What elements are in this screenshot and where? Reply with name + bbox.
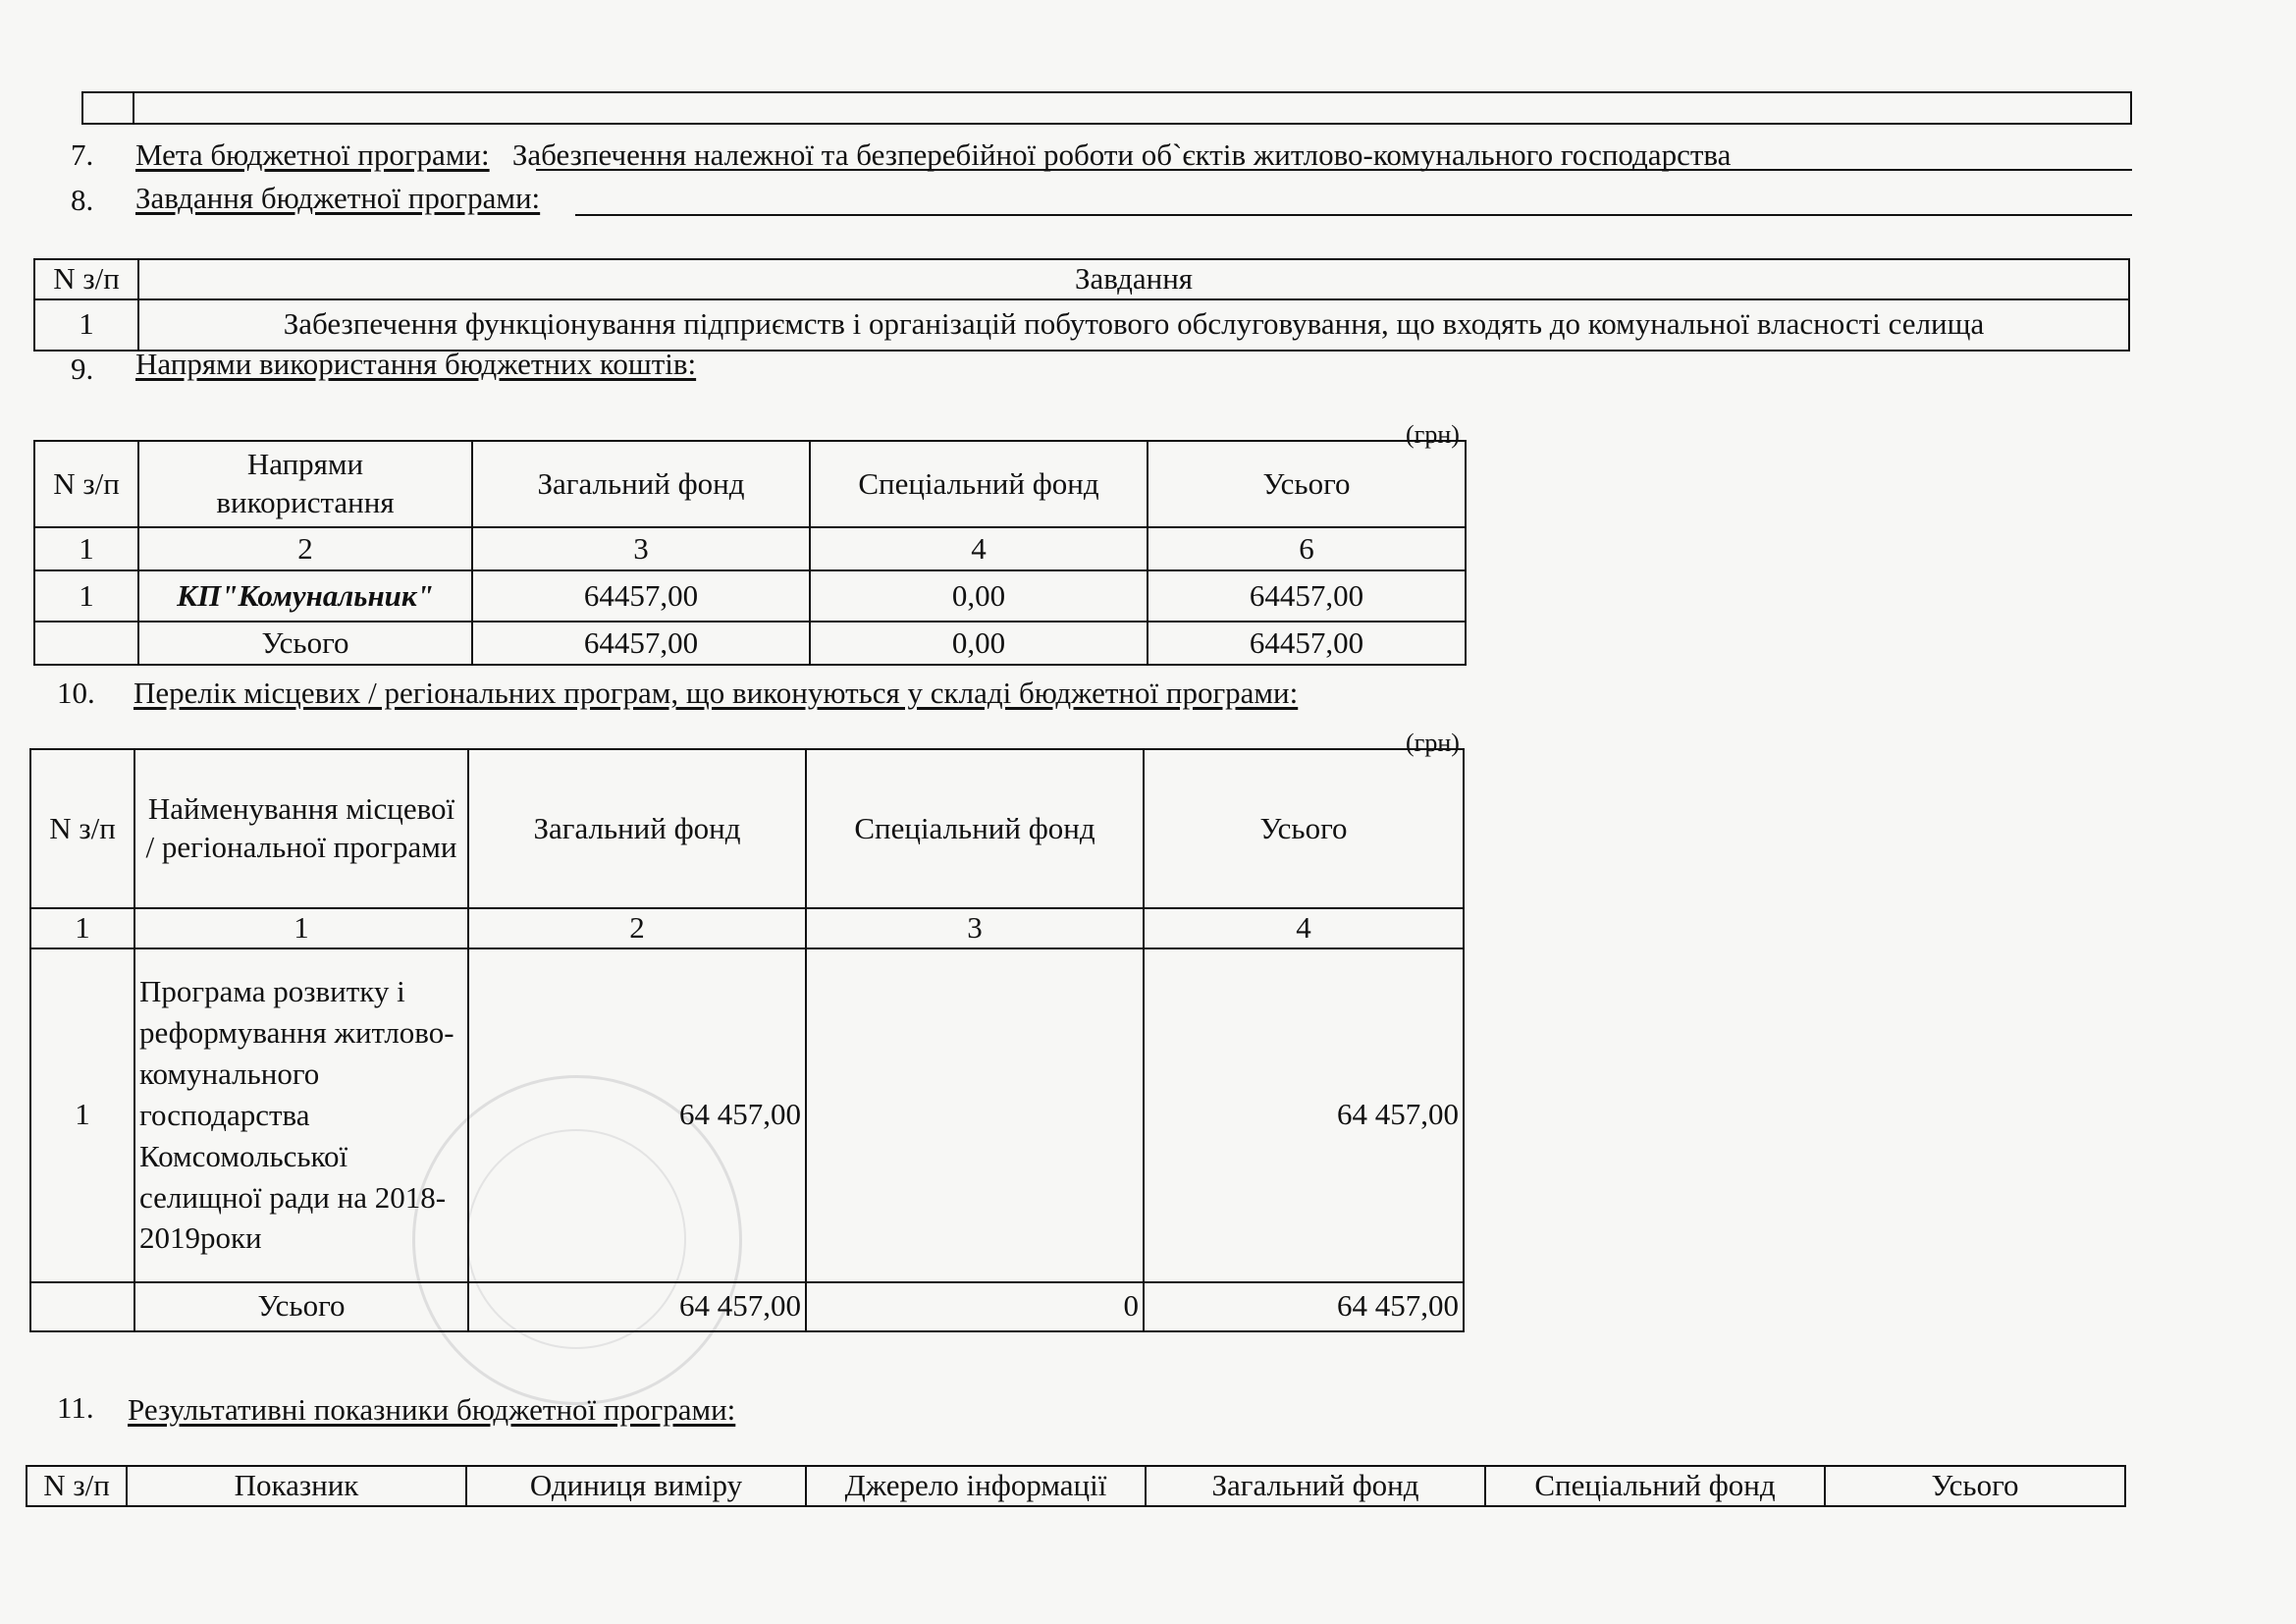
prog-total-label: Усього	[134, 1282, 468, 1331]
section8-underline	[575, 214, 2132, 216]
prog-total-general: 64 457,00	[468, 1282, 806, 1331]
prog-total-total: 64 457,00	[1144, 1282, 1464, 1331]
dir-index-4: 4	[810, 527, 1148, 570]
prog-header-special: Спеціальний фонд	[806, 749, 1144, 908]
tasks-header-task: Завдання	[138, 259, 2129, 299]
prog-index-1: 1	[30, 908, 134, 948]
prog-header-name	[134, 749, 468, 908]
res-header-num: N з/п	[27, 1466, 127, 1506]
dir-total-label: Усього	[138, 622, 472, 665]
dir-row-num: 1	[34, 570, 138, 622]
section7-label: Мета бюджетної програми:	[135, 137, 490, 172]
section8-number: 8.	[71, 183, 94, 217]
prog-header-general: Загальний фонд	[468, 749, 806, 908]
prog-total-blank	[30, 1282, 134, 1331]
res-header-total: Усього	[1825, 1466, 2125, 1506]
directions-table	[33, 440, 1467, 666]
section11-number: 11.	[57, 1390, 94, 1425]
res-header-unit: Одиниця виміру	[466, 1466, 806, 1506]
prog-row-general: 64 457,00	[468, 948, 806, 1282]
dir-total-total: 64457,00	[1148, 622, 1466, 665]
section10-label: Перелік місцевих / регіональних програм, що виконуються у складі бюджетної програми:	[133, 676, 1299, 710]
prog-total-special: 0	[806, 1282, 1144, 1331]
prog-row-name	[134, 948, 468, 1282]
dir-row-name: КП"Комунальник"	[138, 570, 472, 622]
prog-index-4: 3	[806, 908, 1144, 948]
res-header-source: Джерело інформації	[806, 1466, 1146, 1506]
dir-header-total: Усього	[1148, 441, 1466, 527]
dir-row-special: 0,00	[810, 570, 1148, 622]
prog-row-special	[806, 948, 1144, 1282]
dir-header-num: N з/п	[34, 441, 138, 527]
dir-total-blank	[34, 622, 138, 665]
dir-index-5: 6	[1148, 527, 1466, 570]
prog-row-num: 1	[30, 948, 134, 1282]
prog-index-3: 2	[468, 908, 806, 948]
section9-unit: (грн)	[1406, 420, 1460, 449]
dir-header-general: Загальний фонд	[472, 441, 810, 527]
task-num: 1	[34, 299, 138, 351]
section7-text: Забезпечення належної та безперебійної роботи об`єктів житлово-комунального господарства	[511, 137, 1732, 172]
section9-number: 9.	[71, 352, 94, 386]
section7-line	[135, 139, 1731, 170]
results-table	[26, 1465, 2126, 1507]
section10-number: 10.	[57, 676, 95, 710]
table-row	[34, 299, 2129, 351]
prog-header-name-text: Найменування місцевої / регіональної програми	[145, 791, 457, 864]
dir-total-general: 64457,00	[472, 622, 810, 665]
top-partial-table	[81, 91, 2132, 125]
table-row	[30, 948, 1464, 1282]
programs-table	[29, 748, 1465, 1332]
dir-index-1: 1	[34, 527, 138, 570]
dir-index-2: 2	[138, 527, 472, 570]
prog-header-num: N з/п	[30, 749, 134, 908]
section8-label: Завдання бюджетної програми:	[135, 181, 541, 215]
res-header-special: Спеціальний фонд	[1485, 1466, 1825, 1506]
section7-underline	[536, 169, 2132, 171]
section7-number: 7.	[71, 137, 94, 172]
table-row	[34, 570, 1466, 622]
task-text: Забезпечення функціонування підприємств і організацій побутового обслуговування, що входять до комунальної власності селища	[138, 299, 2129, 351]
table-row	[34, 622, 1466, 665]
dir-row-general: 64457,00	[472, 570, 810, 622]
section10-unit: (грн)	[1406, 729, 1460, 757]
res-header-indicator: Показник	[127, 1466, 466, 1506]
table-row	[30, 1282, 1464, 1331]
dir-header-name-text: Напрями використання	[216, 447, 395, 519]
prog-index-5: 4	[1144, 908, 1464, 948]
tasks-header-num: N з/п	[34, 259, 138, 299]
prog-index-2: 1	[134, 908, 468, 948]
dir-index-3: 3	[472, 527, 810, 570]
dir-header-name	[138, 441, 472, 527]
section9-label: Напрями використання бюджетних коштів:	[135, 347, 697, 381]
section11-label: Результативні показники бюджетної програми:	[128, 1392, 736, 1427]
res-header-general: Загальний фонд	[1146, 1466, 1485, 1506]
prog-row-total: 64 457,00	[1144, 948, 1464, 1282]
dir-header-special: Спеціальний фонд	[810, 441, 1148, 527]
prog-header-total: Усього	[1144, 749, 1464, 908]
dir-total-special: 0,00	[810, 622, 1148, 665]
prog-row-name-text: Програма розвитку і реформування житлово-комунального господарства Комсомольської селищної ради на 2018-2019роки	[139, 974, 454, 1256]
tasks-table	[33, 258, 2130, 352]
dir-row-total: 64457,00	[1148, 570, 1466, 622]
